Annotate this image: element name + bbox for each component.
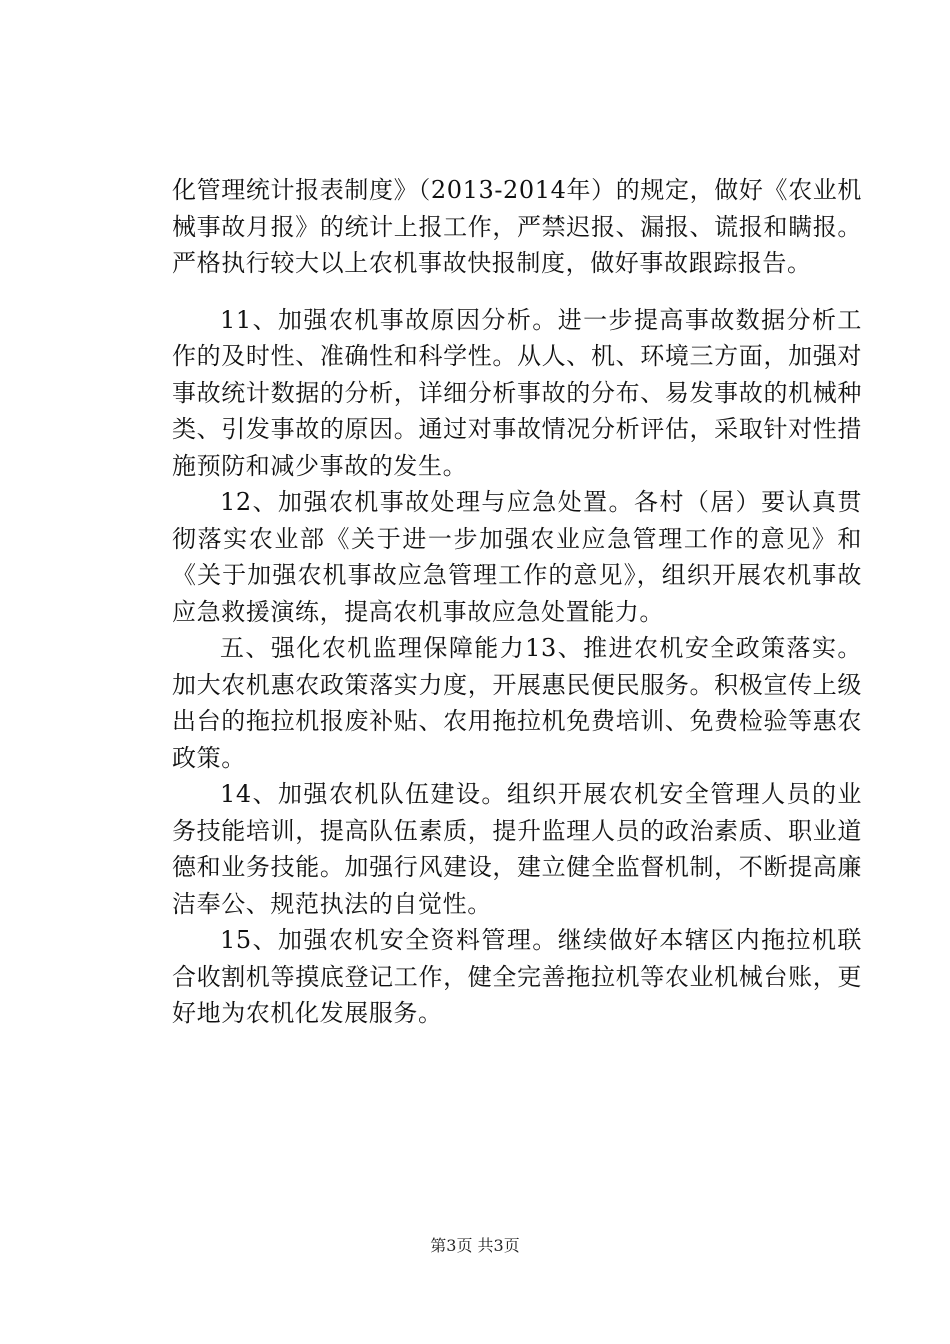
paragraph-item-11: 11、加强农机事故原因分析。进一步提高事故数据分析工作的及时性、准确性和科学性。从人、机、环境三方面，加强对事故统计数据的分析，详细分析事故的分布、易发事故的机械种类、引发事故的原因。通过对事故情况分析评估，采取针对性措施预防和减少事故的发生。 — [172, 305, 862, 480]
page-footer — [0, 1236, 950, 1256]
paragraph-item-12: 12、加强农机事故处理与应急处置。各村（居）要认真贯彻落实农业部《关于进一步加强农业应急管理工作的意见》和《关于加强农机事故应急管理工作的意见》，组织开展农机事故应急救援演练，提高农机事故应急处置能力。 — [172, 488, 862, 626]
paragraph-section-5-item-13: 五、强化农机监理保障能力13、推进农机安全政策落实。加大农机惠农政策落实力度，开展惠民便民服务。积极宣传上级出台的拖拉机报废补贴、农用拖拉机免费培训、免费检验等惠农政策。 — [172, 634, 862, 772]
page-number-label: 第3页 共3页 — [430, 1236, 520, 1255]
document-body — [172, 172, 862, 1032]
paragraph-item-15: 15、加强农机安全资料管理。继续做好本辖区内拖拉机联合收割机等摸底登记工作，健全完善拖拉机等农业机械台账，更好地为农机化发展服务。 — [172, 926, 862, 1027]
paragraph-continuation: 化管理统计报表制度》（2013-2014年）的规定，做好《农业机械事故月报》的统计上报工作，严禁迟报、漏报、谎报和瞒报。严格执行较大以上农机事故快报制度，做好事故跟踪报告。 — [172, 176, 862, 277]
paragraph-item-14: 14、加强农机队伍建设。组织开展农机安全管理人员的业务技能培训，提高队伍素质，提升监理人员的政治素质、职业道德和业务技能。加强行风建设，建立健全监督机制，不断提高廉洁奉公、规范执法的自觉性。 — [172, 780, 862, 918]
